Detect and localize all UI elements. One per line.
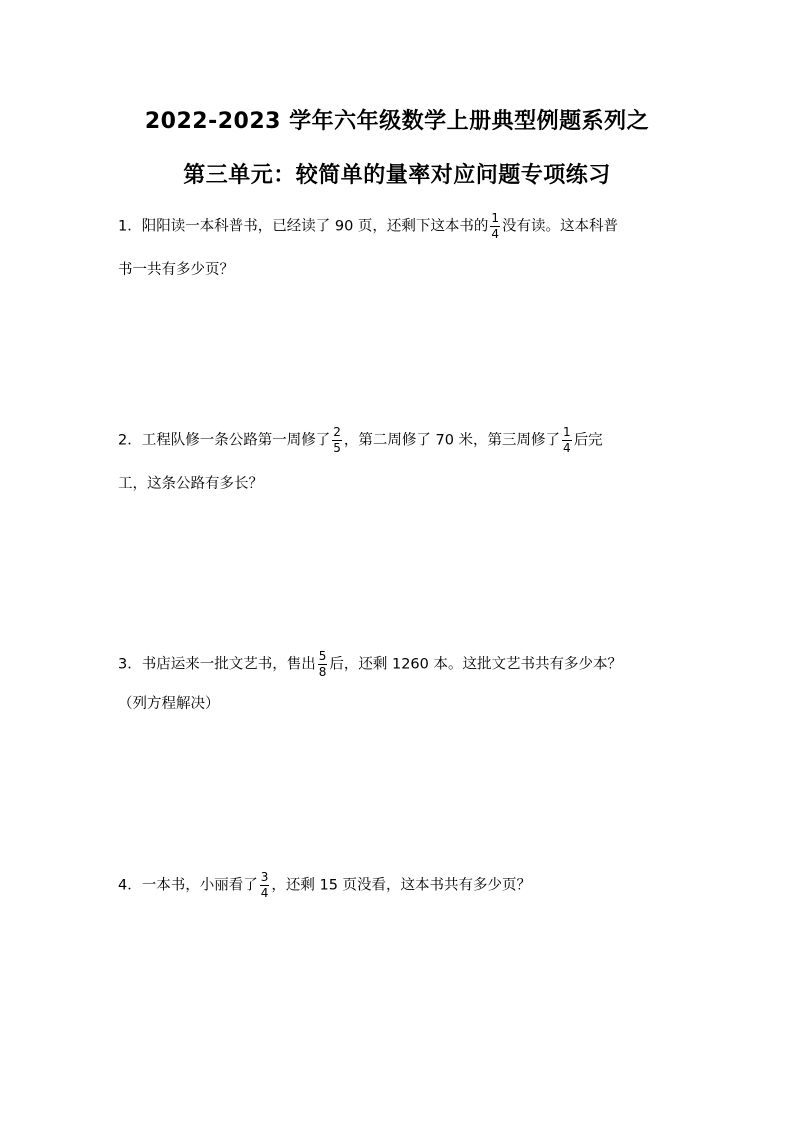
question-2-line-1 (118, 426, 603, 455)
question-text: 书店运来一批文艺书，售出 (141, 656, 316, 673)
fraction-denominator: 5 (333, 441, 341, 455)
fraction (332, 426, 342, 455)
question-number: 2． (118, 432, 142, 449)
question-text: 工程队修一条公路第一周修了 (141, 432, 331, 449)
question-text: ，第二周修了 70 米，第三周修了 (343, 432, 561, 449)
question-4-line-1 (118, 871, 531, 900)
document-title-line-1: 2022-2023 学年六年级数学上册典型例题系列之 (144, 109, 650, 134)
fraction-denominator: 8 (318, 665, 327, 679)
question-number: 1． (118, 218, 142, 235)
question-text: 一本书，小丽看了 (141, 877, 258, 894)
fraction (318, 650, 328, 679)
question-text: 阳阳读一本科普书，已经读了 90 页，还剩下这本书的 (141, 218, 489, 235)
document-title-line-2: 第三单元：较简单的量率对应问题专项练习 (183, 163, 611, 188)
question-3-line-1 (118, 650, 622, 679)
question-1-line-2: 书一共有多少页？ (118, 262, 234, 278)
question-text: 后，还剩 1260 本。这批文艺书共有多少本？ (329, 656, 622, 673)
fraction-numerator: 2 (333, 425, 341, 439)
question-3-line-2: （列方程解决） (118, 696, 220, 712)
fraction-numerator: 1 (491, 211, 500, 225)
question-2-line-2: 工，这条公路有多长？ (118, 476, 263, 492)
fraction-numerator: 5 (318, 649, 327, 663)
question-text: 后完 (573, 432, 603, 449)
fraction-denominator: 4 (563, 441, 571, 455)
fraction (490, 212, 500, 241)
fraction-numerator: 3 (260, 870, 269, 884)
fraction-numerator: 1 (563, 425, 571, 439)
fraction-denominator: 4 (491, 227, 500, 241)
fraction (562, 426, 572, 455)
question-1-line-1 (118, 212, 618, 241)
fraction (260, 871, 270, 900)
question-number: 4． (118, 877, 142, 894)
question-text: ，还剩 15 页没看，这本书共有多少页？ (271, 877, 532, 894)
fraction-denominator: 4 (260, 886, 269, 900)
question-number: 3． (118, 656, 142, 673)
question-text: 没有读。这本科普 (502, 218, 619, 235)
